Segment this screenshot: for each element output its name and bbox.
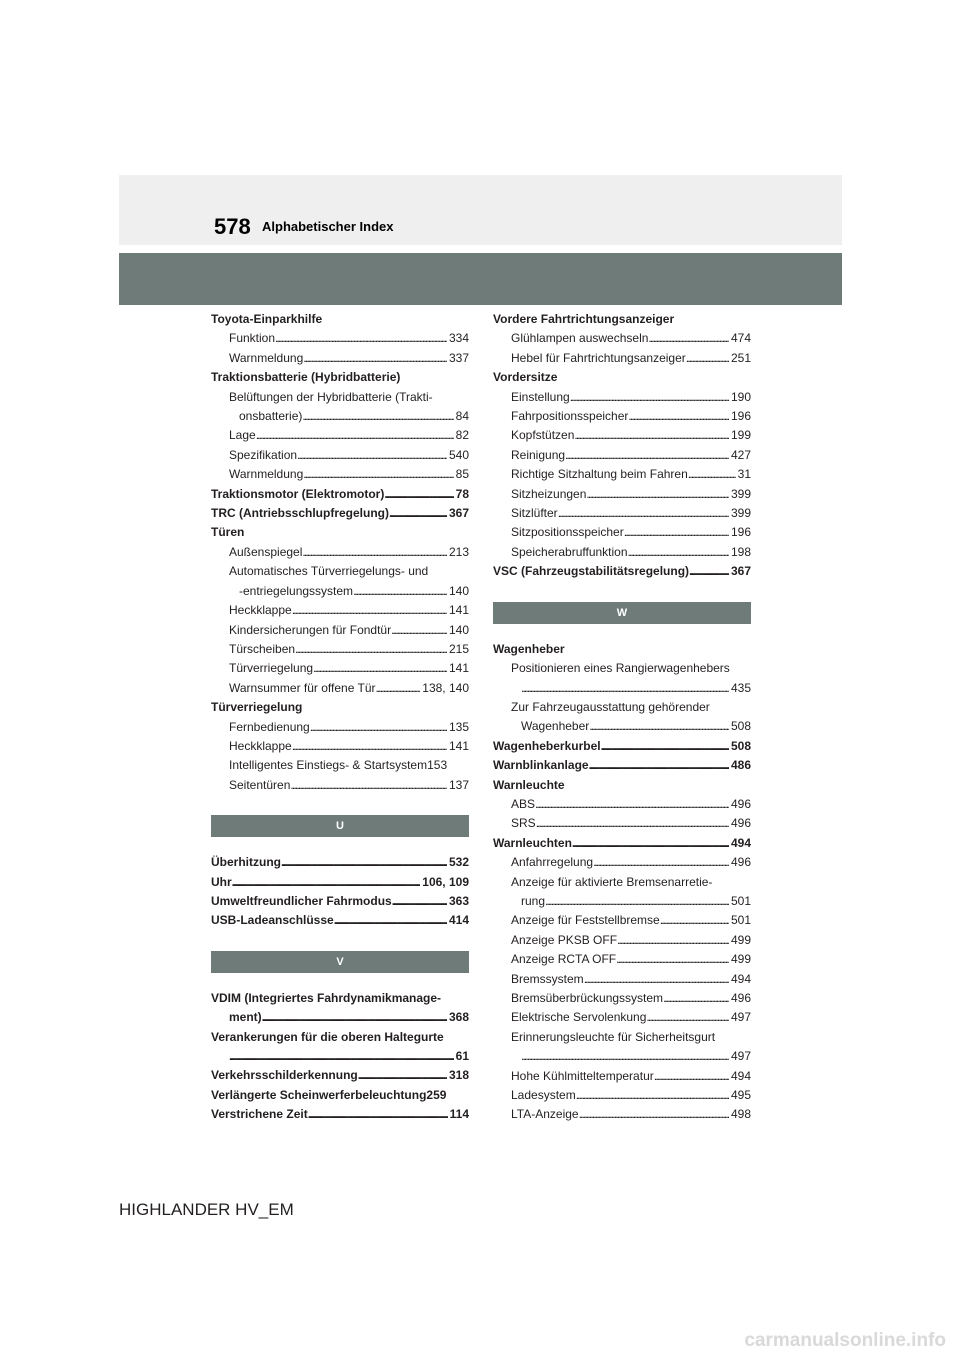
index-entry: Überhitzung . . . 532: [211, 853, 469, 872]
index-subentry-line: Positionieren eines Rangierwagenhebers: [511, 661, 730, 676]
index-entry: VSC (Fahrzeugstabilitätsregelung) . . . 367: [493, 562, 751, 581]
page-number: 578: [214, 214, 251, 239]
index-subentry: Kopfstützen . . . 199: [493, 426, 751, 445]
index-entry: Verstrichene Zeit . . . 114: [211, 1105, 469, 1124]
index-subentry: Wagenheber . . . 508: [493, 717, 751, 736]
index-heading: Vordersitze: [493, 370, 558, 385]
letter-divider-v: V: [211, 951, 469, 973]
index-subentry: -entriegelungssystem . . . 140: [211, 582, 469, 601]
index-entry-line: VDIM (Integriertes Fahrdynamikmanage-: [211, 990, 442, 1005]
index-entry: Wagenheberkurbel . . . 508: [493, 737, 751, 756]
index-subentry: ABS . . . 496: [493, 795, 751, 814]
index-subentry: Türverriegelung . . . 141: [211, 659, 469, 678]
header-bar: [119, 253, 842, 305]
index-subentry: Bremssystem . . . 494: [493, 970, 751, 989]
index-subentry: Elektrische Servolenkung . . . 497: [493, 1008, 751, 1027]
index-subentry: Heckklappe . . . 141: [211, 737, 469, 756]
index-subentry: Speicherabruffunktion . . . 198: [493, 543, 751, 562]
index-subentry: Sitzheizungen . . . 399: [493, 485, 751, 504]
index-entry: Verlängerte Scheinwerferbeleuchtung 259: [211, 1087, 447, 1102]
index-subentry: Hebel für Fahrtrichtungsanzeiger . . . 251: [493, 349, 751, 368]
index-subentry: rung . . . 501: [493, 892, 751, 911]
index-heading: Warnleuchte: [493, 777, 565, 792]
index-subentry: . . . 435: [493, 679, 751, 698]
index-entry: Traktionsmotor (Elektromotor) . . . 78: [211, 485, 469, 504]
index-subentry: Seitentüren . . . 137: [211, 776, 469, 795]
index-subentry-line: Automatisches Türverriegelungs- und: [229, 564, 429, 579]
index-heading: Wagenheber: [493, 641, 565, 656]
index-entry: Warnblinkanlage . . . 486: [493, 756, 751, 775]
index-subentry: LTA-Anzeige . . . 498: [493, 1105, 751, 1124]
index-subentry: . . . 497: [493, 1047, 751, 1066]
index-subentry: Ladesystem . . . 495: [493, 1086, 751, 1105]
index-subentry: Warnmeldung . . . 337: [211, 349, 469, 368]
index-subentry-line: Zur Fahrzeugausstattung gehörender: [511, 699, 710, 714]
watermark: carmanualsonline.info: [744, 1330, 946, 1351]
index-entry-line: Verankerungen für die oberen Haltegurte: [211, 1029, 444, 1044]
index-heading: Vordere Fahrtrichtungsanzeiger: [493, 312, 675, 326]
index-subentry: Funktion . . . 334: [211, 329, 469, 348]
index-subentry: Intelligentes Einstiegs- & Startsystem 153: [229, 758, 448, 773]
index-entry: ment) . . . 368: [211, 1008, 469, 1027]
index-entry: USB-Ladeanschlüsse . . . 414: [211, 911, 469, 930]
letter-divider-w: W: [493, 602, 751, 624]
index-subentry: Warnmeldung . . . 85: [211, 465, 469, 484]
index-subentry: Sitzlüfter . . . 399: [493, 504, 751, 523]
index-heading: Toyota-Einparkhilfe: [211, 312, 323, 326]
index-subentry: Einstellung . . . 190: [493, 388, 751, 407]
index-subentry: Anzeige RCTA OFF . . . 499: [493, 950, 751, 969]
index-subentry: Kindersicherungen für Fondtür . . . 140: [211, 621, 469, 640]
index-subentry-line: Belüftungen der Hybridbatterie (Trakti-: [229, 389, 433, 404]
index-entry: . . . 61: [211, 1047, 469, 1066]
index-subentry: Bremsüberbrückungssystem . . . 496: [493, 989, 751, 1008]
index-subentry: Heckklappe . . . 141: [211, 601, 469, 620]
index-entry: Uhr . . . 106, 109: [211, 873, 469, 892]
index-subentry-line: Erinnerungsleuchte für Sicherheitsgurt: [511, 1029, 716, 1044]
index-heading: Türen: [211, 525, 245, 540]
letter-divider-u: U: [211, 815, 469, 837]
index-entry: Warnleuchten . . . 494: [493, 834, 751, 853]
index-subentry: Außenspiegel . . . 213: [211, 543, 469, 562]
index-column-left: [211, 310, 469, 1125]
index-subentry: Anzeige PKSB OFF . . . 499: [493, 931, 751, 950]
index-subentry: Fahrpositionsspeicher . . . 196: [493, 407, 751, 426]
index-subentry-line: Anzeige für aktivierte Bremsenarretie-: [511, 874, 713, 889]
index-subentry: Lage . . . 82: [211, 426, 469, 445]
index-subentry: Richtige Sitzhaltung beim Fahren . . . 31: [493, 465, 751, 484]
index-subentry: Anzeige für Feststellbremse . . . 501: [493, 911, 751, 930]
index-subentry: Warnsummer für offene Tür . . . 138, 140: [211, 679, 469, 698]
index-subentry: Reinigung . . . 427: [493, 446, 751, 465]
index-column-right: [493, 310, 751, 1125]
index-subentry: onsbatterie) . . . 84: [211, 407, 469, 426]
index-subentry: Glühlampen auswechseln . . . 474: [493, 329, 751, 348]
footer-model: HIGHLANDER HV_EM: [119, 1200, 294, 1219]
index-entry: Verkehrsschilderkennung . . . 318: [211, 1066, 469, 1085]
index-entry: TRC (Antriebsschlupfregelung) . . . 367: [211, 504, 469, 523]
index-subentry: Hohe Kühlmitteltemperatur . . . 494: [493, 1067, 751, 1086]
index-subentry: Anfahrregelung . . . 496: [493, 853, 751, 872]
index-subentry: Türscheiben . . . 215: [211, 640, 469, 659]
index-subentry: Fernbedienung . . . 135: [211, 718, 469, 737]
index-heading: Türverriegelung: [211, 700, 303, 715]
index-subentry: Sitzpositionsspeicher . . . 196: [493, 523, 751, 542]
section-title: Alphabetischer Index: [262, 219, 394, 234]
index-heading: Traktionsbatterie (Hybridbatterie): [211, 370, 401, 385]
index-subentry: Spezifikation . . . 540: [211, 446, 469, 465]
index-subentry: SRS . . . 496: [493, 814, 751, 833]
index-entry: Umweltfreundlicher Fahrmodus . . . 363: [211, 892, 469, 911]
